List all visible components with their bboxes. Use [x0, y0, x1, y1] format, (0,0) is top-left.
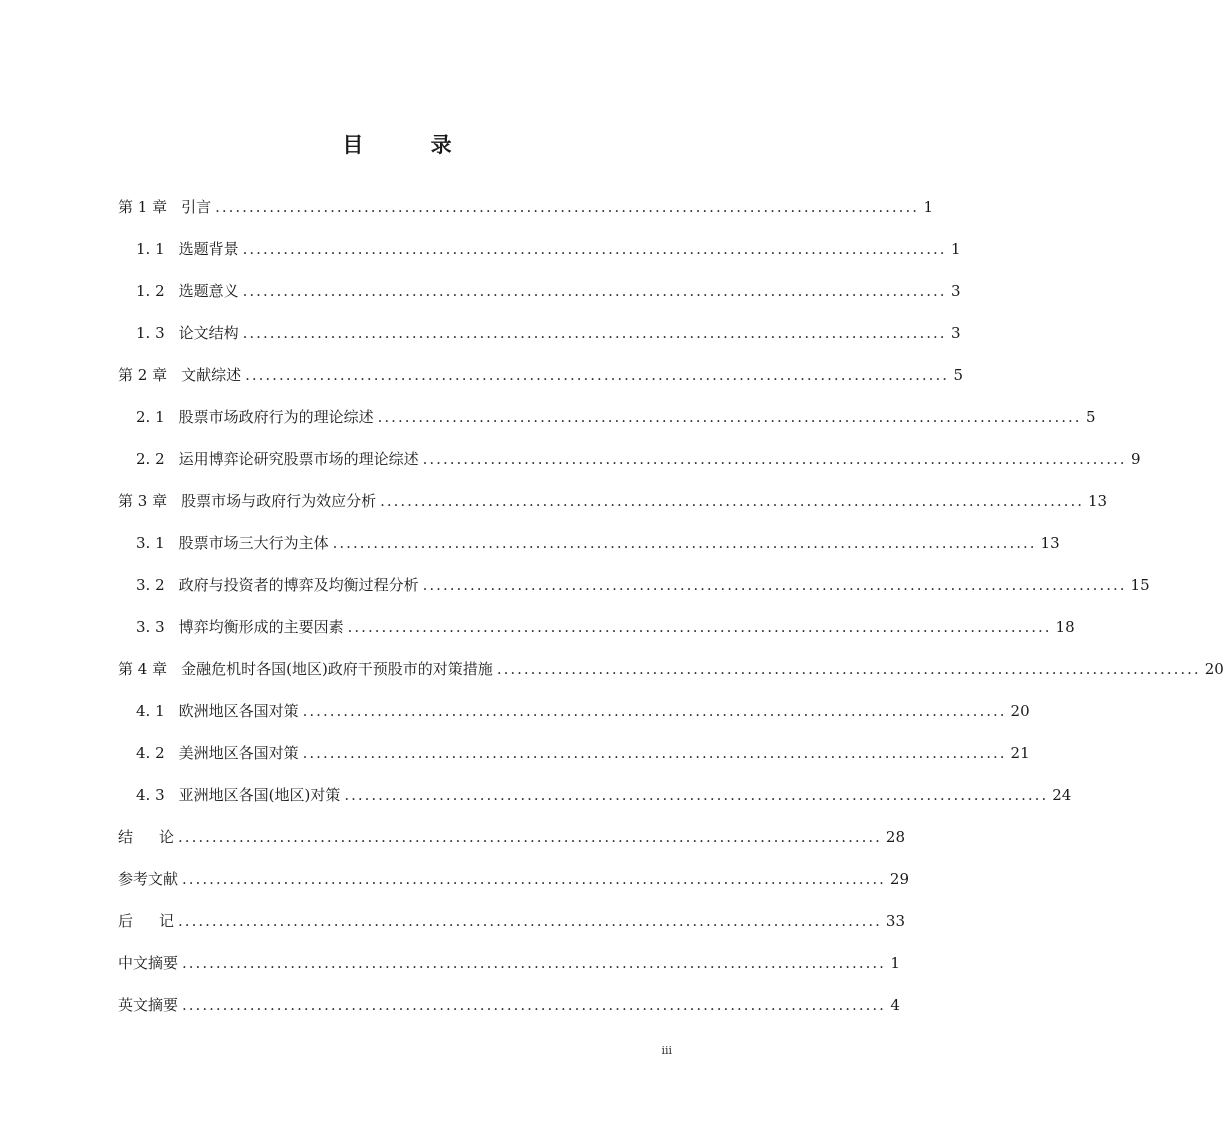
toc-entry-number: 第 2 章 [118, 366, 168, 384]
toc-entry[interactable] [118, 658, 1224, 682]
toc-entry[interactable] [118, 910, 906, 934]
toc-entry-title: 美洲地区各国对策 [178, 744, 299, 762]
toc-entry-title: 政府与投资者的博弈及均衡过程分析 [178, 576, 419, 594]
toc-entry-page: 5 [1085, 408, 1096, 426]
toc-leader-dots: ........................................................................................................ [242, 240, 947, 258]
toc-entry-number: 3. 1 [136, 534, 165, 552]
toc-entry-title: 股票市场政府行为的理论综述 [178, 408, 374, 426]
toc-entry-number: 3. 2 [136, 576, 165, 594]
toc-leader-dots: ........................................................................................................ [422, 576, 1127, 594]
toc-entry[interactable] [118, 952, 900, 976]
toc-entry-number: 1. 3 [136, 324, 165, 342]
toc-entry-title: 中文摘要 [118, 954, 179, 972]
toc-leader-dots: ........................................................................................................ [215, 198, 919, 216]
toc-leader-dots: ........................................................................................................ [245, 366, 949, 384]
toc-leader-dots: ........................................................................................................ [380, 492, 1084, 510]
toc-entry-page: 15 [1130, 576, 1150, 594]
toc-entry[interactable] [136, 574, 1150, 598]
toc-entry-number: 2. 2 [136, 450, 165, 468]
toc-entry-page: 20 [1010, 702, 1030, 720]
toc-entry[interactable] [136, 448, 1141, 472]
toc-entry-page: 4 [890, 996, 900, 1014]
toc-entry-page: 13 [1040, 534, 1060, 552]
toc-entry-page: 28 [885, 828, 906, 846]
toc-entry-page: 29 [889, 870, 909, 888]
toc-entry-page: 1 [950, 240, 961, 258]
toc-leader-dots: ........................................................................................................ [302, 702, 1007, 720]
toc-entry-page: 3 [950, 324, 961, 342]
toc-entry-number: 4. 1 [136, 702, 165, 720]
toc-leader-dots: ........................................................................................................ [422, 450, 1127, 468]
toc-entry-title: 欧洲地区各国对策 [178, 702, 299, 720]
toc-entry-page: 9 [1130, 450, 1141, 468]
toc-leader-dots: ........................................................................................................ [496, 660, 1201, 678]
toc-entry[interactable] [118, 826, 906, 850]
toc-leader-dots: ........................................................................................................ [332, 534, 1037, 552]
toc-entry[interactable] [136, 532, 1060, 556]
toc-entry-title: 股票市场与政府行为效应分析 [181, 492, 377, 510]
toc-entry[interactable] [136, 280, 961, 304]
toc-entry-number: 2. 1 [136, 408, 165, 426]
toc-entry-number: 1. 1 [136, 240, 165, 258]
toc-leader-dots: ........................................................................................................ [178, 828, 882, 846]
toc-entry-number: 3. 3 [136, 618, 165, 636]
toc-entry-number: 后 [118, 912, 134, 930]
toc-leader-dots: ........................................................................................................ [182, 870, 886, 888]
toc-entry-title: 亚洲地区各国(地区)对策 [178, 786, 341, 804]
toc-entry-page: 3 [950, 282, 961, 300]
toc-entry-number: 第 3 章 [118, 492, 168, 510]
toc-entry-title: 参考文献 [118, 870, 179, 888]
toc-entry[interactable] [118, 490, 1108, 514]
toc-entry-number: 4. 3 [136, 786, 165, 804]
toc-leader-dots: ........................................................................................................ [182, 954, 886, 972]
page-title: 目 录 [342, 132, 482, 157]
toc-entry-page: 5 [953, 366, 963, 384]
toc-entry[interactable] [136, 784, 1072, 808]
toc-entry-title: 论 [159, 828, 175, 846]
page-number: iii [661, 1044, 672, 1057]
toc-entry[interactable] [136, 238, 961, 262]
toc-entry-number: 第 4 章 [118, 660, 168, 678]
toc-entry-title: 金融危机时各国(地区)政府干预股市的对策措施 [181, 660, 493, 678]
toc-entry[interactable] [118, 994, 900, 1018]
toc-entry[interactable] [136, 700, 1030, 724]
toc-leader-dots: ........................................................................................................ [242, 282, 947, 300]
toc-entry[interactable] [136, 406, 1096, 430]
toc-entry-title: 引言 [181, 198, 212, 216]
toc-leader-dots: ........................................................................................................ [377, 408, 1082, 426]
toc-entry-title: 运用博弈论研究股票市场的理论综述 [178, 450, 419, 468]
toc-entry-page: 1 [890, 954, 900, 972]
toc-entry-title: 博弈均衡形成的主要因素 [178, 618, 344, 636]
toc-leader-dots: ........................................................................................................ [182, 996, 886, 1014]
toc-entry[interactable] [136, 322, 961, 346]
toc-leader-dots: ........................................................................................................ [302, 744, 1007, 762]
toc-entry[interactable] [118, 868, 909, 892]
toc-entry-title: 股票市场三大行为主体 [178, 534, 329, 552]
toc-entry[interactable] [136, 742, 1030, 766]
toc-entry-page: 18 [1055, 618, 1075, 636]
toc-entry-number: 结 [118, 828, 134, 846]
toc-entry-number: 4. 2 [136, 744, 165, 762]
toc-entry-number: 1. 2 [136, 282, 165, 300]
toc-entry-page: 20 [1204, 660, 1224, 678]
toc-leader-dots: ........................................................................................................ [344, 786, 1049, 804]
toc-entry-page: 33 [885, 912, 906, 930]
toc-entry[interactable] [118, 196, 933, 220]
toc-entry-page: 13 [1088, 492, 1108, 510]
toc-entry[interactable] [118, 364, 963, 388]
toc-entry-title: 文献综述 [181, 366, 242, 384]
toc-entry-page: 21 [1010, 744, 1030, 762]
toc-leader-dots: ........................................................................................................ [347, 618, 1052, 636]
toc-entry-title: 选题意义 [178, 282, 239, 300]
toc-entry-page: 24 [1052, 786, 1072, 804]
toc-entry-page: 1 [923, 198, 933, 216]
toc-entry-title: 记 [159, 912, 175, 930]
toc-entry-title: 英文摘要 [118, 996, 179, 1014]
toc-entry[interactable] [136, 616, 1075, 640]
toc-entry-title: 选题背景 [178, 240, 239, 258]
toc-leader-dots: ........................................................................................................ [242, 324, 947, 342]
toc-entry-number: 第 1 章 [118, 198, 168, 216]
toc-leader-dots: ........................................................................................................ [178, 912, 882, 930]
toc-entry-title: 论文结构 [178, 324, 239, 342]
